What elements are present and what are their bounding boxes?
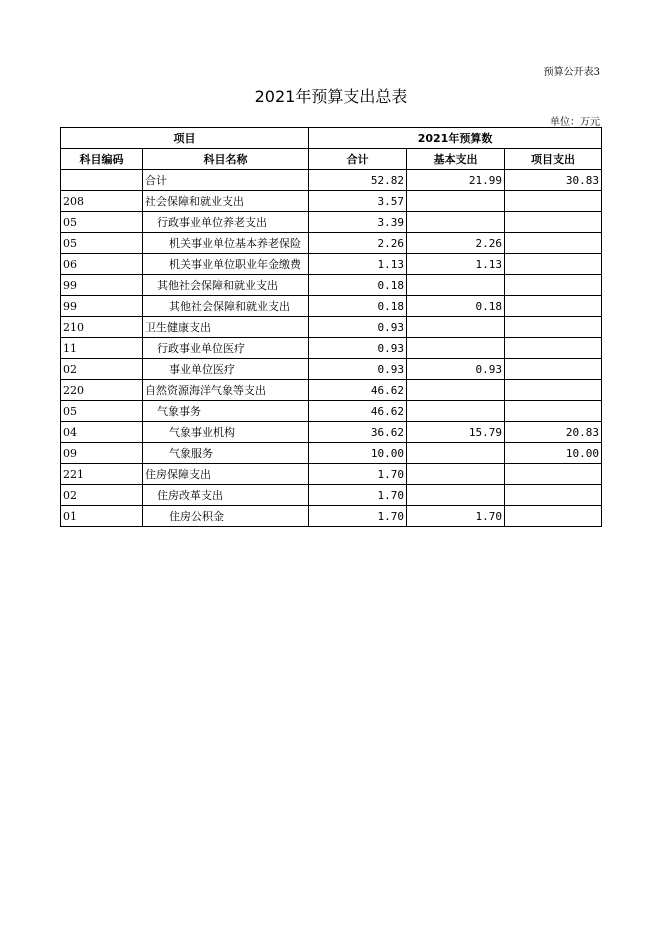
basic-cell [407,191,505,212]
project-cell [505,359,602,380]
table-row [61,443,602,464]
code-cell: 01 [61,506,143,527]
basic-cell: 0.93 [407,359,505,380]
name-cell: 自然资源海洋气象等支出 [143,380,309,401]
code-cell: 06 [61,254,143,275]
table-row [61,422,602,443]
total-cell: 3.57 [309,191,407,212]
header-row-columns [61,149,602,170]
basic-cell [407,338,505,359]
code-cell: 05 [61,401,143,422]
basic-cell: 21.99 [407,170,505,191]
table-row [61,359,602,380]
code-cell: 220 [61,380,143,401]
code-cell: 208 [61,191,143,212]
code-cell: 02 [61,359,143,380]
project-cell [505,254,602,275]
name-cell: 住房公积金 [143,506,309,527]
project-cell: 30.83 [505,170,602,191]
page-title: 2021年预算支出总表 [254,87,408,106]
table-row [61,380,602,401]
total-cell: 1.13 [309,254,407,275]
total-cell: 3.39 [309,212,407,233]
basic-cell [407,485,505,506]
header-total: 合计 [309,149,407,170]
table-row [61,506,602,527]
name-cell: 住房改革支出 [143,485,309,506]
basic-cell: 1.70 [407,506,505,527]
total-cell: 1.70 [309,506,407,527]
form-number: 预算公开表3 [543,67,600,78]
name-cell: 社会保障和就业支出 [143,191,309,212]
project-cell [505,296,602,317]
total-cell: 46.62 [309,401,407,422]
project-cell [505,275,602,296]
name-cell: 合计 [143,170,309,191]
code-cell: 210 [61,317,143,338]
name-cell: 卫生健康支出 [143,317,309,338]
total-cell: 1.70 [309,485,407,506]
name-cell: 住房保障支出 [143,464,309,485]
name-cell: 机关事业单位职业年金缴费 [143,254,309,275]
basic-cell [407,464,505,485]
table-row [61,254,602,275]
table-row [61,170,602,191]
basic-cell [407,380,505,401]
name-cell: 机关事业单位基本养老保险 [143,233,309,254]
name-cell: 行政事业单位医疗 [143,338,309,359]
total-cell: 46.62 [309,380,407,401]
basic-cell: 1.13 [407,254,505,275]
total-cell: 0.93 [309,338,407,359]
code-cell: 05 [61,212,143,233]
table-row [61,317,602,338]
table-row [61,485,602,506]
total-cell: 2.26 [309,233,407,254]
header-basic: 基本支出 [407,149,505,170]
code-cell: 09 [61,443,143,464]
name-cell: 行政事业单位养老支出 [143,212,309,233]
table-row [61,233,602,254]
project-cell [505,317,602,338]
total-cell: 0.93 [309,359,407,380]
project-cell [505,464,602,485]
basic-cell: 15.79 [407,422,505,443]
total-cell: 0.18 [309,296,407,317]
table-row [61,275,602,296]
table-row [61,338,602,359]
total-cell: 36.62 [309,422,407,443]
header-budget-group: 2021年预算数 [309,128,602,149]
code-cell: 05 [61,233,143,254]
table-row [61,296,602,317]
name-cell: 事业单位医疗 [143,359,309,380]
table-row [61,212,602,233]
project-cell [505,401,602,422]
name-cell: 气象事务 [143,401,309,422]
total-cell: 0.93 [309,317,407,338]
code-cell: 99 [61,275,143,296]
header-name: 科目名称 [143,149,309,170]
total-cell: 10.00 [309,443,407,464]
header-item-group: 项目 [61,128,309,149]
code-cell: 04 [61,422,143,443]
total-cell: 52.82 [309,170,407,191]
project-cell [505,338,602,359]
header-code: 科目编码 [61,149,143,170]
basic-cell: 2.26 [407,233,505,254]
basic-cell [407,443,505,464]
budget-expenditure-table [60,127,602,527]
project-cell [505,212,602,233]
basic-cell [407,212,505,233]
total-cell: 1.70 [309,464,407,485]
unit-label: 单位：万元 [550,117,600,128]
name-cell: 气象事业机构 [143,422,309,443]
basic-cell [407,401,505,422]
code-cell: 221 [61,464,143,485]
project-cell: 10.00 [505,443,602,464]
code-cell: 02 [61,485,143,506]
table-row [61,401,602,422]
total-cell: 0.18 [309,275,407,296]
project-cell [505,506,602,527]
project-cell [505,233,602,254]
name-cell: 其他社会保障和就业支出 [143,275,309,296]
header-project: 项目支出 [505,149,602,170]
header-row-group [61,128,602,149]
project-cell [505,380,602,401]
name-cell: 其他社会保障和就业支出 [143,296,309,317]
code-cell: 11 [61,338,143,359]
code-cell: 99 [61,296,143,317]
basic-cell [407,275,505,296]
project-cell [505,485,602,506]
project-cell: 20.83 [505,422,602,443]
code-cell [61,170,143,191]
basic-cell [407,317,505,338]
basic-cell: 0.18 [407,296,505,317]
table-row [61,464,602,485]
name-cell: 气象服务 [143,443,309,464]
table-row [61,191,602,212]
project-cell [505,191,602,212]
